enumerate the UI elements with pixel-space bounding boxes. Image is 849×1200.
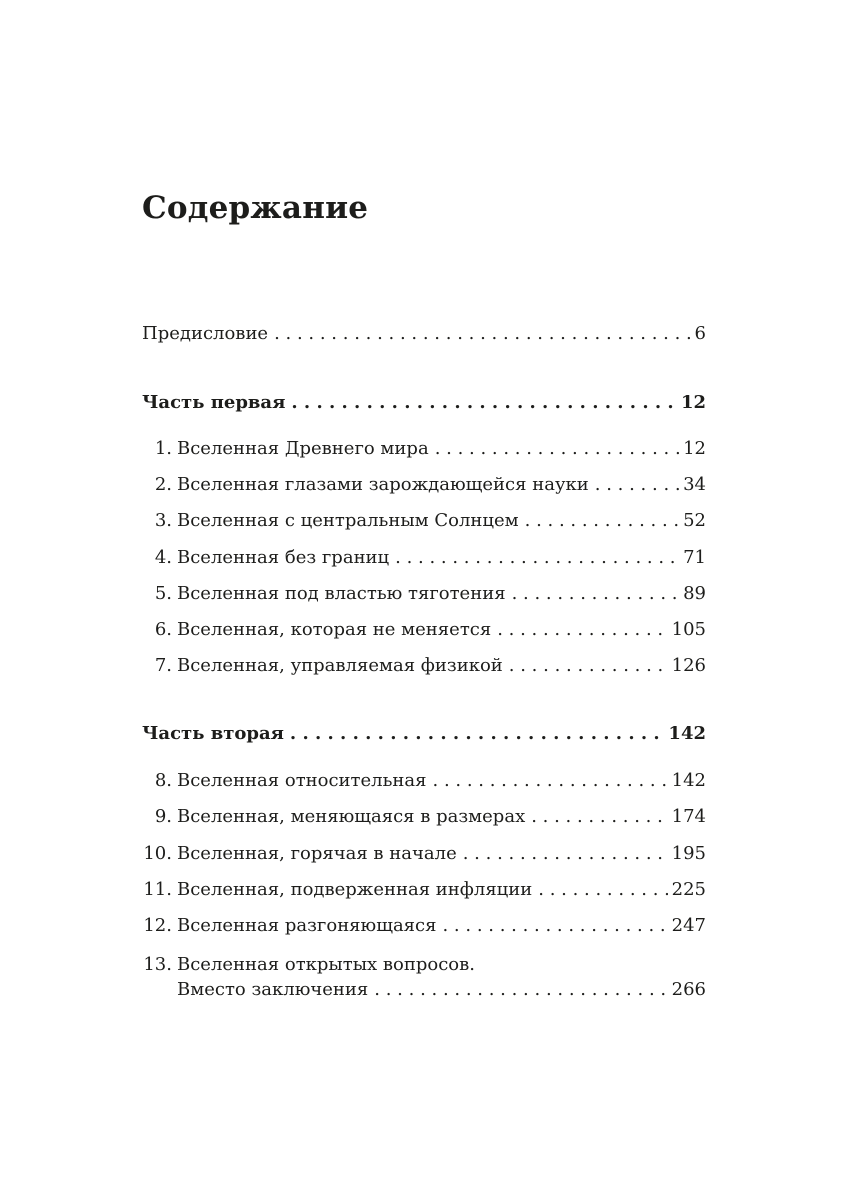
- chapter-title: Вселенная, горячая в начале: [177, 843, 457, 864]
- dot-leader: [538, 879, 667, 901]
- chapter-number: 8.: [154, 770, 172, 791]
- dot-leader: [512, 583, 680, 605]
- dot-leader: [291, 392, 677, 414]
- dot-leader: [433, 770, 668, 792]
- chapter-title: Вселенная открытых вопросов.: [177, 954, 476, 975]
- toc-chapter-12[interactable]: [142, 915, 706, 937]
- dot-leader: [435, 438, 679, 460]
- chapter-title: Вселенная, управляемая физикой: [177, 655, 503, 676]
- chapter-page: 142: [671, 770, 706, 791]
- chapter-title: Вселенная, меняющаяся в размерах: [177, 806, 526, 827]
- toc-chapter-6[interactable]: [142, 619, 706, 641]
- dot-leader: [525, 510, 679, 532]
- chapter-title: Вселенная относительная: [177, 770, 427, 791]
- chapter-number: 12.: [143, 915, 172, 936]
- toc-entry-label: Предисловие: [142, 323, 269, 344]
- chapter-number: 3.: [154, 510, 172, 531]
- toc-part-label: Часть вторая: [142, 723, 284, 744]
- chapter-number: 5.: [154, 583, 172, 604]
- chapter-number: 2.: [154, 474, 172, 495]
- dot-leader: [595, 474, 679, 496]
- toc-entry-page: 6: [694, 323, 706, 344]
- chapter-title: Вселенная под властью тяготения: [177, 583, 506, 604]
- chapter-number: 1.: [154, 438, 172, 459]
- dot-leader: [509, 655, 668, 677]
- chapter-page: 34: [683, 474, 706, 495]
- chapter-title: Вселенная разгоняющаяся: [177, 915, 437, 936]
- chapter-page: 89: [683, 583, 706, 604]
- toc-chapter-8[interactable]: [142, 770, 706, 792]
- toc-chapter-7[interactable]: [142, 655, 706, 677]
- chapter-title: Вселенная без границ: [177, 547, 390, 568]
- toc-entry-preface[interactable]: [142, 323, 706, 345]
- toc-part-two[interactable]: [142, 723, 706, 745]
- dot-leader: [463, 843, 668, 865]
- chapter-page: 52: [683, 510, 706, 531]
- toc-part-one[interactable]: [142, 392, 706, 414]
- chapter-number: 4.: [154, 547, 172, 568]
- dot-leader: [290, 723, 665, 745]
- chapter-page: 71: [683, 547, 706, 568]
- chapter-number: 13.: [143, 954, 172, 975]
- toc-part-page: 142: [668, 723, 706, 744]
- chapter-number: 9.: [154, 806, 172, 827]
- dot-leader: [531, 806, 667, 828]
- chapter-page: 12: [683, 438, 706, 459]
- chapter-page: 195: [671, 843, 706, 864]
- dot-leader: [395, 547, 679, 569]
- toc-chapter-13-first-line[interactable]: [142, 954, 475, 976]
- chapter-page: 225: [671, 879, 706, 900]
- chapter-page: 247: [671, 915, 706, 936]
- chapter-number: 6.: [154, 619, 172, 640]
- chapter-title: Вселенная глазами зарождающейся науки: [177, 474, 589, 495]
- chapter-number: 7.: [154, 655, 172, 676]
- toc-chapter-3[interactable]: [142, 510, 706, 532]
- chapter-title: Вселенная Древнего мира: [177, 438, 429, 459]
- toc-chapter-13[interactable]: [142, 979, 706, 1001]
- dot-leader: [374, 979, 667, 1001]
- toc-chapter-1[interactable]: [142, 438, 706, 460]
- chapter-number: 10.: [143, 843, 172, 864]
- toc-chapter-5[interactable]: [142, 583, 706, 605]
- toc-chapter-9[interactable]: [142, 806, 706, 828]
- toc-part-label: Часть первая: [142, 392, 286, 413]
- dot-leader: [442, 915, 667, 937]
- page-title: Содержание: [142, 190, 369, 226]
- chapter-page: 105: [671, 619, 706, 640]
- chapter-title: Вселенная с центральным Солнцем: [177, 510, 519, 531]
- chapter-title: Вселенная, которая не меняется: [177, 619, 492, 640]
- chapter-number: 11.: [143, 879, 172, 900]
- chapter-page: 174: [671, 806, 706, 827]
- chapter-title-continuation: Вместо заключения: [177, 979, 369, 1000]
- toc-chapter-4[interactable]: [142, 547, 706, 569]
- chapter-title: Вселенная, подверженная инфляции: [177, 879, 533, 900]
- dot-leader: [274, 323, 690, 345]
- toc-chapter-2[interactable]: [142, 474, 706, 496]
- chapter-page: 126: [671, 655, 706, 676]
- toc-chapter-10[interactable]: [142, 843, 706, 865]
- dot-leader: [497, 619, 667, 641]
- toc-chapter-11[interactable]: [142, 879, 706, 901]
- toc-part-page: 12: [680, 392, 706, 413]
- chapter-page: 266: [671, 979, 706, 1000]
